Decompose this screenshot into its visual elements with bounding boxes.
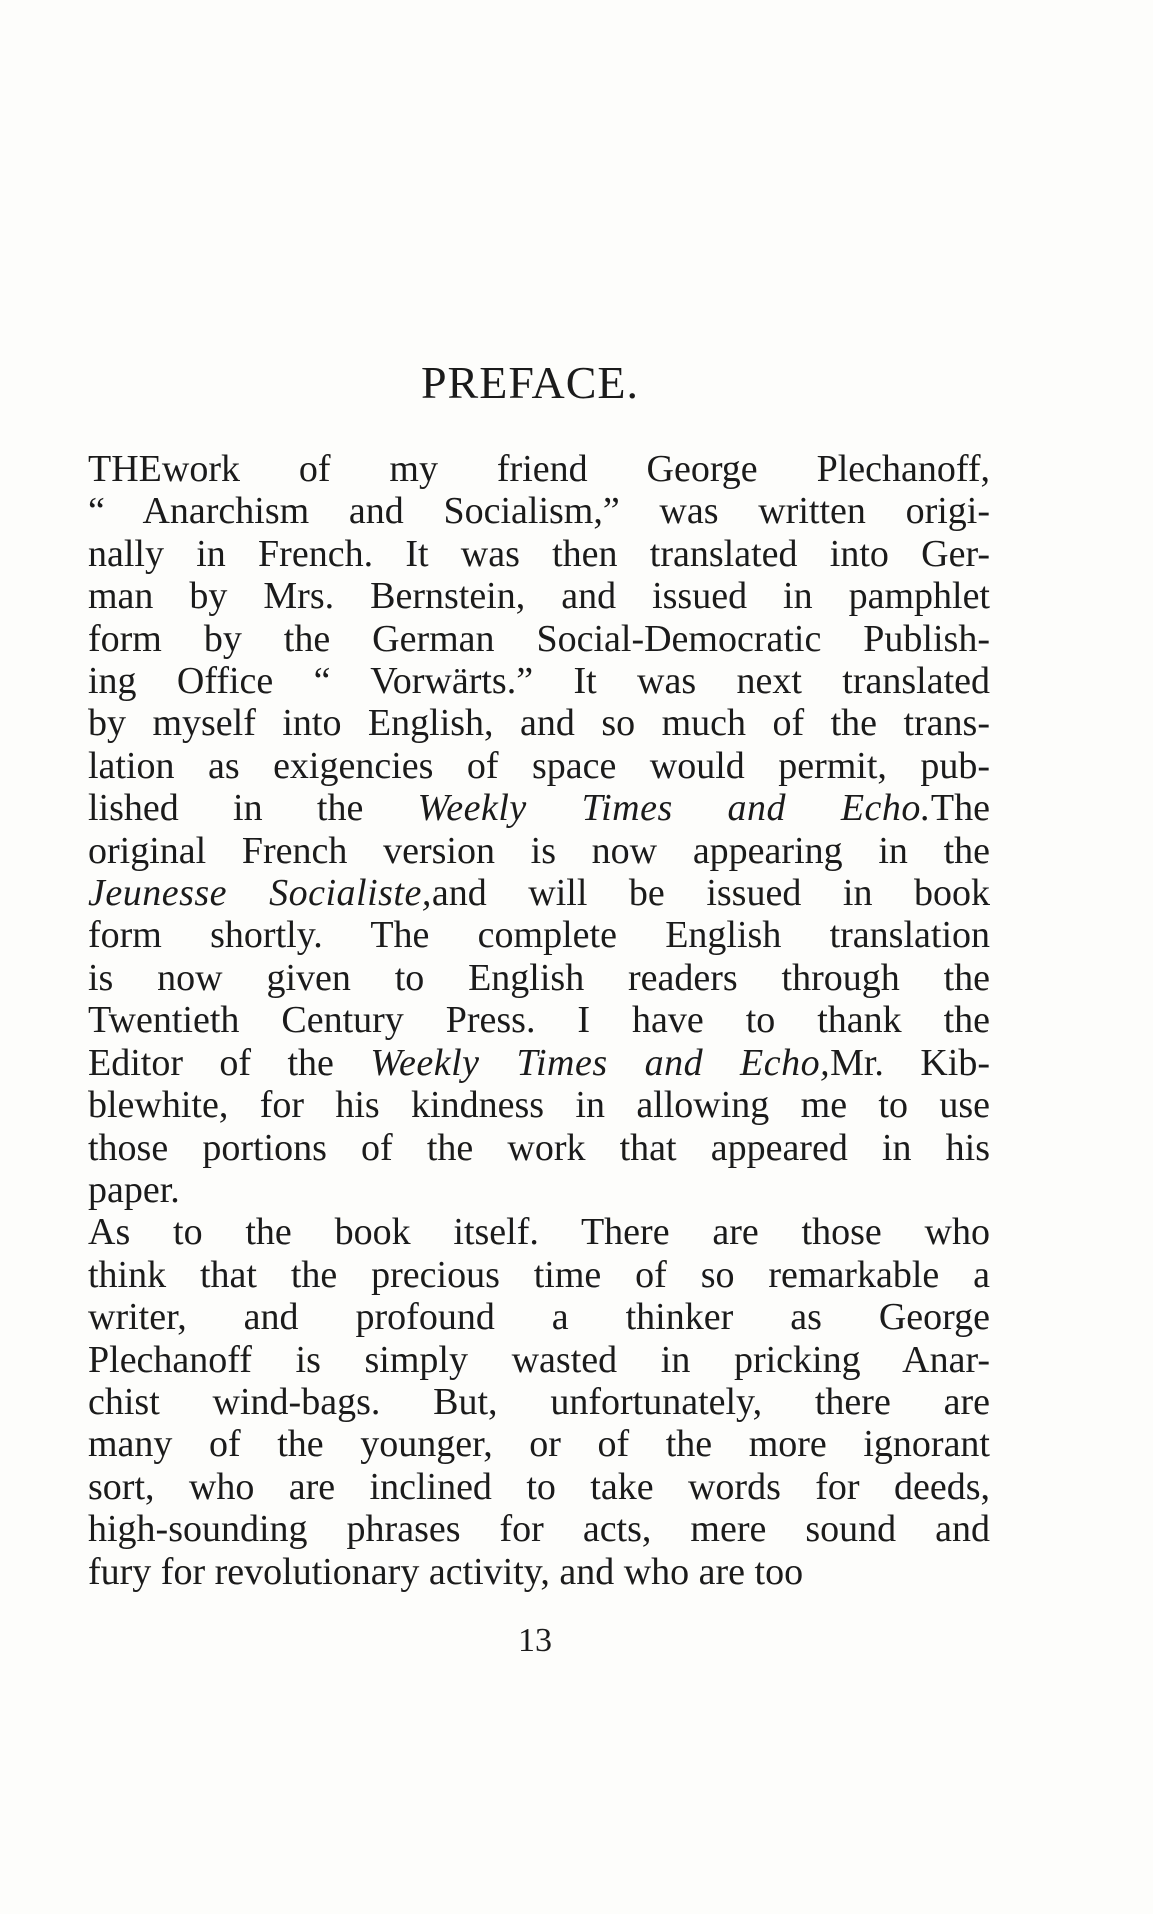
italic-title: Weekly Times and Echo.: [417, 787, 931, 830]
text-segment: writer, and profound a thinker as George: [88, 1296, 990, 1339]
text-line: [88, 533, 990, 575]
text-segment: form shortly. The complete English translation: [88, 914, 990, 957]
text-segment: ing Office “ Vorwärts.” It was next translated: [88, 660, 990, 703]
text-line: [88, 1339, 990, 1381]
text-line: [88, 1254, 990, 1296]
text-line: [88, 872, 990, 914]
text-line: [88, 1423, 990, 1465]
text-line: [88, 745, 990, 787]
text-segment: those portions of the work that appeared in his: [88, 1126, 990, 1169]
text-line: [88, 1551, 990, 1593]
text-line: [88, 787, 990, 829]
text-segment: original French version is now appearing in the: [88, 829, 990, 872]
text-line: [88, 914, 990, 956]
text-segment: Twentieth Century Press. I have to thank the: [88, 999, 990, 1042]
paragraph-1: [88, 448, 990, 1211]
text-line: [88, 1508, 990, 1550]
text-line: [88, 1211, 990, 1253]
text-segment: many of the younger, or of the more ignorant: [88, 1423, 990, 1466]
text-line: [88, 1466, 990, 1508]
text-line: [88, 575, 990, 617]
text-line: [88, 1296, 990, 1338]
text-line: [88, 490, 990, 532]
text-segment: paper.: [88, 1168, 180, 1211]
body-text: [88, 448, 990, 1593]
italic-title: Jeunesse Socialiste,: [88, 872, 432, 915]
page-number: 13: [518, 1622, 552, 1659]
text-segment: high-sounding phrases for acts, mere sound and: [88, 1508, 990, 1551]
text-segment: sort, who are inclined to take words for deeds,: [88, 1465, 990, 1508]
text-line: [88, 830, 990, 872]
text-segment: form by the German Social-Democratic Publish-: [88, 617, 990, 660]
text-segment: As to the book itself. There are those who: [88, 1211, 990, 1254]
text-line: [88, 1042, 990, 1084]
text-line: [88, 1381, 990, 1423]
text-segment: “ Anarchism and Socialism,” was written origi-: [88, 490, 990, 533]
text-segment: man by Mrs. Bernstein, and issued in pamphlet: [88, 575, 990, 618]
text-line: [88, 660, 990, 702]
paragraph-2: [88, 1211, 990, 1593]
text-line: [88, 1169, 990, 1211]
text-segment: The: [930, 787, 990, 830]
text-segment: and will be issued in book: [431, 872, 990, 915]
text-line: [88, 1127, 990, 1169]
text-segment: work of my friend George Plechanoff,: [161, 448, 990, 490]
text-segment: fury for revolutionary activity, and who are too: [88, 1550, 804, 1593]
text-segment: lation as exigencies of space would permit, pub-: [88, 744, 990, 787]
page-title: PREFACE.: [420, 357, 640, 408]
text-line: [88, 448, 990, 490]
text-segment: think that the precious time of so remarkable a: [88, 1253, 990, 1296]
text-segment: Editor of the: [88, 1041, 371, 1084]
text-segment: Mr. Kib-: [830, 1041, 991, 1084]
text-line: [88, 957, 990, 999]
text-segment: lished in the: [88, 787, 418, 830]
text-line: [88, 999, 990, 1041]
text-line: [88, 702, 990, 744]
text-segment: blewhite, for his kindness in allowing me to use: [88, 1084, 990, 1127]
text-segment: nally in French. It was then translated into Ger-: [88, 532, 990, 575]
text-segment: Plechanoff is simply wasted in pricking Anar-: [88, 1338, 990, 1381]
text-segment: is now given to English readers through the: [88, 956, 990, 999]
italic-title: Weekly Times and Echo,: [370, 1041, 831, 1084]
text-segment: by myself into English, and so much of the trans-: [88, 702, 990, 745]
opening-word: THE: [88, 448, 162, 490]
text-segment: chist wind-bags. But, unfortunately, there are: [88, 1380, 990, 1423]
text-line: [88, 618, 990, 660]
text-line: [88, 1084, 990, 1126]
